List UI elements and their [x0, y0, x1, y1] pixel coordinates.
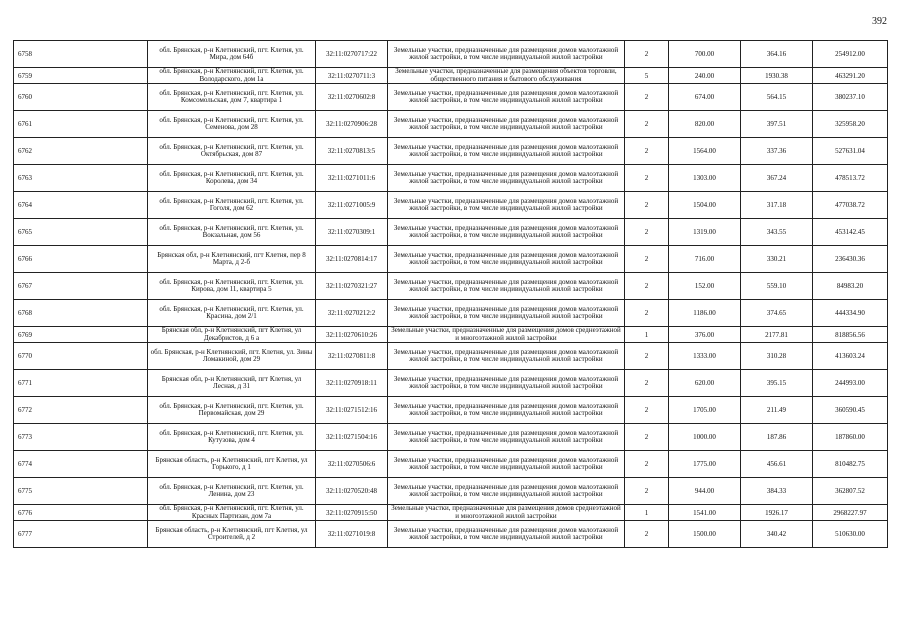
table-row: [14, 138, 888, 165]
record-number: 6772: [14, 397, 148, 424]
land-use-cell: Земельные участки, предназначенные для размещения домов малоэтажной жилой застройки, в том числе индивидуальной жилой застройки: [388, 397, 625, 424]
land-use-cell: Земельные участки, предназначенные для размещения домов малоэтажной жилой застройки, в том числе индивидуальной жилой застройки: [388, 84, 625, 111]
specific-value-cell: 337.36: [741, 138, 813, 165]
cadastral-value-cell: 477038.72: [813, 192, 888, 219]
area-cell: 1186.00: [669, 300, 741, 327]
address-cell: обл. Брянская, р-н Клетнянский, пгт. Клетня, ул. Мира, дом 64б: [148, 41, 316, 68]
table-row: [14, 68, 888, 84]
table-row: [14, 111, 888, 138]
area-cell: 944.00: [669, 478, 741, 505]
group-cell: 2: [625, 219, 669, 246]
specific-value-cell: 2177.81: [741, 327, 813, 343]
cadastral-number-cell: 32:11:0271019:8: [316, 521, 388, 548]
cadastral-value-cell: 463291.20: [813, 68, 888, 84]
specific-value-cell: 367.24: [741, 165, 813, 192]
address-cell: обл. Брянская, р-н Клетнянский, пгт. Клетня, ул. Кирова, дом 11, квартира 5: [148, 273, 316, 300]
area-cell: 1303.00: [669, 165, 741, 192]
address-cell: Брянская область, р-н Клетнянский, пгт Клетня, ул Горького, д 1: [148, 451, 316, 478]
record-number: 6760: [14, 84, 148, 111]
record-number: 6759: [14, 68, 148, 84]
address-cell: обл. Брянская, р-н Клетнянский, пгт. Клетня, ул. Ленина, дом 23: [148, 478, 316, 505]
land-use-cell: Земельные участки, предназначенные для размещения домов малоэтажной жилой застройки, в том числе индивидуальной жилой застройки: [388, 219, 625, 246]
cadastral-value-cell: 510630.00: [813, 521, 888, 548]
area-cell: 1504.00: [669, 192, 741, 219]
group-cell: 2: [625, 397, 669, 424]
record-number: 6761: [14, 111, 148, 138]
table-row: [14, 451, 888, 478]
address-cell: обл. Брянская, р-н Клетнянский, пгт. Клетня, ул. Вокзальная, дом 56: [148, 219, 316, 246]
specific-value-cell: 397.51: [741, 111, 813, 138]
land-use-cell: Земельные участки, предназначенные для размещения домов малоэтажной жилой застройки, в том числе индивидуальной жилой застройки: [388, 165, 625, 192]
area-cell: 1319.00: [669, 219, 741, 246]
record-number: 6769: [14, 327, 148, 343]
table-row: [14, 300, 888, 327]
land-use-cell: Земельные участки, предназначенные для размещения домов малоэтажной жилой застройки, в том числе индивидуальной жилой застройки: [388, 521, 625, 548]
cadastral-number-cell: 32:11:0270918:11: [316, 370, 388, 397]
specific-value-cell: 364.16: [741, 41, 813, 68]
cadastral-value-cell: 362807.52: [813, 478, 888, 505]
record-number: 6775: [14, 478, 148, 505]
group-cell: 2: [625, 273, 669, 300]
cadastral-value-cell: 236430.36: [813, 246, 888, 273]
specific-value-cell: 340.42: [741, 521, 813, 548]
record-number: 6765: [14, 219, 148, 246]
land-use-cell: Земельные участки, предназначенные для размещения домов среднеэтажной и многоэтажной жилой застройки: [388, 327, 625, 343]
address-cell: обл. Брянская, р-н Клетнянский, пгт. Клетня, ул. Первомайская, дом 29: [148, 397, 316, 424]
group-cell: 2: [625, 451, 669, 478]
record-number: 6767: [14, 273, 148, 300]
area-cell: 152.00: [669, 273, 741, 300]
table-row: [14, 505, 888, 521]
cadastral-value-cell: 2968227.97: [813, 505, 888, 521]
area-cell: 1541.00: [669, 505, 741, 521]
address-cell: обл. Брянская, р-н Клетнянский, пгт. Клетня, ул. Комсомольская, дом 7, квартира 1: [148, 84, 316, 111]
area-cell: 1775.00: [669, 451, 741, 478]
table-row: [14, 273, 888, 300]
specific-value-cell: 1926.17: [741, 505, 813, 521]
address-cell: Брянская область, р-н Клетнянский, пгт Клетня, ул Строителей, д 2: [148, 521, 316, 548]
table-row: [14, 192, 888, 219]
specific-value-cell: 1930.38: [741, 68, 813, 84]
land-use-cell: Земельные участки, предназначенные для размещения домов малоэтажной жилой застройки, в том числе индивидуальной жилой застройки: [388, 41, 625, 68]
cadastral-value-cell: 360590.45: [813, 397, 888, 424]
group-cell: 2: [625, 192, 669, 219]
table-row: [14, 41, 888, 68]
area-cell: 716.00: [669, 246, 741, 273]
area-cell: 376.00: [669, 327, 741, 343]
group-cell: 2: [625, 246, 669, 273]
cadastral-value-cell: 380237.10: [813, 84, 888, 111]
land-use-cell: Земельные участки, предназначенные для размещения домов малоэтажной жилой застройки, в том числе индивидуальной жилой застройки: [388, 451, 625, 478]
table-row: [14, 246, 888, 273]
record-number: 6768: [14, 300, 148, 327]
record-number: 6770: [14, 343, 148, 370]
address-cell: обл. Брянская, р-н Клетнянский, пгт. Клетня, ул. Семенова, дом 28: [148, 111, 316, 138]
land-use-cell: Земельные участки, предназначенные для размещения объектов торговли, общественного питания и бытового обслуживания: [388, 68, 625, 84]
cadastral-value-cell: 413603.24: [813, 343, 888, 370]
area-cell: 674.00: [669, 84, 741, 111]
table-row: [14, 478, 888, 505]
table-row: [14, 165, 888, 192]
record-number: 6766: [14, 246, 148, 273]
cadastral-value-cell: 527631.04: [813, 138, 888, 165]
address-cell: обл. Брянская, р-н Клетнянский, пгт. Клетня, ул. Королева, дом 34: [148, 165, 316, 192]
cadastral-value-table: [13, 40, 888, 548]
address-cell: Брянская обл, р-н Клетнянский, пгт Клетня, ул Лесная, д 31: [148, 370, 316, 397]
group-cell: 2: [625, 300, 669, 327]
group-cell: 5: [625, 68, 669, 84]
cadastral-number-cell: 32:11:0270811:8: [316, 343, 388, 370]
cadastral-number-cell: 32:11:0270602:8: [316, 84, 388, 111]
cadastral-number-cell: 32:11:0270520:48: [316, 478, 388, 505]
specific-value-cell: 330.21: [741, 246, 813, 273]
cadastral-number-cell: 32:11:0270813:5: [316, 138, 388, 165]
record-number: 6763: [14, 165, 148, 192]
record-number: 6764: [14, 192, 148, 219]
area-cell: 240.00: [669, 68, 741, 84]
cadastral-value-cell: 818856.56: [813, 327, 888, 343]
table-row: [14, 521, 888, 548]
group-cell: 2: [625, 343, 669, 370]
record-number: 6777: [14, 521, 148, 548]
record-number: 6762: [14, 138, 148, 165]
cadastral-number-cell: 32:11:0270506:6: [316, 451, 388, 478]
record-number: 6758: [14, 41, 148, 68]
address-cell: обл. Брянская, р-н Клетнянский, пгт. Клетня, ул. Зины Ломакиной, дом 29: [148, 343, 316, 370]
area-cell: 1705.00: [669, 397, 741, 424]
specific-value-cell: 395.15: [741, 370, 813, 397]
address-cell: обл. Брянская, р-н Клетнянский, пгт. Клетня, ул. Володарского, дом 1а: [148, 68, 316, 84]
group-cell: 2: [625, 370, 669, 397]
specific-value-cell: 310.28: [741, 343, 813, 370]
specific-value-cell: 343.55: [741, 219, 813, 246]
specific-value-cell: 384.33: [741, 478, 813, 505]
cadastral-value-cell: 478513.72: [813, 165, 888, 192]
table-row: [14, 424, 888, 451]
cadastral-number-cell: 32:11:0270711:3: [316, 68, 388, 84]
land-use-cell: Земельные участки, предназначенные для размещения домов малоэтажной жилой застройки, в том числе индивидуальной жилой застройки: [388, 343, 625, 370]
table-row: [14, 84, 888, 111]
table-body: [14, 41, 888, 548]
cadastral-number-cell: 32:11:0271512:16: [316, 397, 388, 424]
cadastral-value-cell: 187860.00: [813, 424, 888, 451]
land-use-cell: Земельные участки, предназначенные для размещения домов малоэтажной жилой застройки, в том числе индивидуальной жилой застройки: [388, 370, 625, 397]
group-cell: 1: [625, 327, 669, 343]
specific-value-cell: 317.18: [741, 192, 813, 219]
cadastral-number-cell: 32:11:0270610:26: [316, 327, 388, 343]
record-number: 6771: [14, 370, 148, 397]
area-cell: 1500.00: [669, 521, 741, 548]
cadastral-number-cell: 32:11:0271005:9: [316, 192, 388, 219]
address-cell: Брянская обл, р-н Клетнянский, пгт Клетня, ул Декабристов, д 6 а: [148, 327, 316, 343]
land-use-cell: Земельные участки, предназначенные для размещения домов малоэтажной жилой застройки, в том числе индивидуальной жилой застройки: [388, 424, 625, 451]
cadastral-value-cell: 84983.20: [813, 273, 888, 300]
land-use-cell: Земельные участки, предназначенные для размещения домов среднеэтажной и многоэтажной жилой застройки: [388, 505, 625, 521]
cadastral-value-cell: 453142.45: [813, 219, 888, 246]
cadastral-number-cell: 32:11:0271504:16: [316, 424, 388, 451]
land-use-cell: Земельные участки, предназначенные для размещения домов малоэтажной жилой застройки, в том числе индивидуальной жилой застройки: [388, 478, 625, 505]
specific-value-cell: 187.86: [741, 424, 813, 451]
address-cell: обл. Брянская, р-н Клетнянский, пгт. Клетня, ул. Красных Партизан, дом 7а: [148, 505, 316, 521]
cadastral-number-cell: 32:11:0270717:22: [316, 41, 388, 68]
record-number: 6774: [14, 451, 148, 478]
cadastral-number-cell: 32:11:0270814:17: [316, 246, 388, 273]
record-number: 6773: [14, 424, 148, 451]
cadastral-value-cell: 325958.20: [813, 111, 888, 138]
address-cell: обл. Брянская, р-н Клетнянский, пгт. Клетня, ул. Октябрьская, дом 87: [148, 138, 316, 165]
area-cell: 1564.00: [669, 138, 741, 165]
specific-value-cell: 374.65: [741, 300, 813, 327]
address-cell: обл. Брянская, р-н Клетнянский, пгт. Клетня, ул. Гоголя, дом 62: [148, 192, 316, 219]
address-cell: обл. Брянская, р-н Клетнянский, пгт. Клетня, ул. Кутузова, дом 4: [148, 424, 316, 451]
area-cell: 700.00: [669, 41, 741, 68]
address-cell: Брянская обл, р-н Клетнянский, пгт Клетня, пер 8 Марта, д 2-б: [148, 246, 316, 273]
specific-value-cell: 559.10: [741, 273, 813, 300]
group-cell: 2: [625, 478, 669, 505]
cadastral-number-cell: 32:11:0270321:27: [316, 273, 388, 300]
page-number: 392: [872, 16, 887, 27]
cadastral-number-cell: 32:11:0270212:2: [316, 300, 388, 327]
table-row: [14, 343, 888, 370]
land-use-cell: Земельные участки, предназначенные для размещения домов малоэтажной жилой застройки, в том числе индивидуальной жилой застройки: [388, 300, 625, 327]
group-cell: 2: [625, 111, 669, 138]
table-row: [14, 370, 888, 397]
area-cell: 1000.00: [669, 424, 741, 451]
specific-value-cell: 456.61: [741, 451, 813, 478]
group-cell: 2: [625, 424, 669, 451]
table-row: [14, 219, 888, 246]
land-use-cell: Земельные участки, предназначенные для размещения домов малоэтажной жилой застройки, в том числе индивидуальной жилой застройки: [388, 273, 625, 300]
group-cell: 2: [625, 84, 669, 111]
cadastral-value-cell: 810482.75: [813, 451, 888, 478]
group-cell: 2: [625, 138, 669, 165]
land-use-cell: Земельные участки, предназначенные для размещения домов малоэтажной жилой застройки, в том числе индивидуальной жилой застройки: [388, 246, 625, 273]
group-cell: 2: [625, 41, 669, 68]
area-cell: 1333.00: [669, 343, 741, 370]
group-cell: 2: [625, 521, 669, 548]
table-row: [14, 327, 888, 343]
address-cell: обл. Брянская, р-н Клетнянский, пгт. Клетня, ул. Красина, дом 2/1: [148, 300, 316, 327]
cadastral-number-cell: 32:11:0270309:1: [316, 219, 388, 246]
group-cell: 1: [625, 505, 669, 521]
cadastral-number-cell: 32:11:0270915:50: [316, 505, 388, 521]
area-cell: 820.00: [669, 111, 741, 138]
table-row: [14, 397, 888, 424]
area-cell: 620.00: [669, 370, 741, 397]
land-use-cell: Земельные участки, предназначенные для размещения домов малоэтажной жилой застройки, в том числе индивидуальной жилой застройки: [388, 111, 625, 138]
record-number: 6776: [14, 505, 148, 521]
cadastral-value-cell: 444334.90: [813, 300, 888, 327]
group-cell: 2: [625, 165, 669, 192]
cadastral-number-cell: 32:11:0270906:28: [316, 111, 388, 138]
cadastral-value-cell: 254912.00: [813, 41, 888, 68]
specific-value-cell: 211.49: [741, 397, 813, 424]
land-use-cell: Земельные участки, предназначенные для размещения домов малоэтажной жилой застройки, в том числе индивидуальной жилой застройки: [388, 138, 625, 165]
land-use-cell: Земельные участки, предназначенные для размещения домов малоэтажной жилой застройки, в том числе индивидуальной жилой застройки: [388, 192, 625, 219]
cadastral-number-cell: 32:11:0271011:6: [316, 165, 388, 192]
cadastral-value-cell: 244993.00: [813, 370, 888, 397]
specific-value-cell: 564.15: [741, 84, 813, 111]
